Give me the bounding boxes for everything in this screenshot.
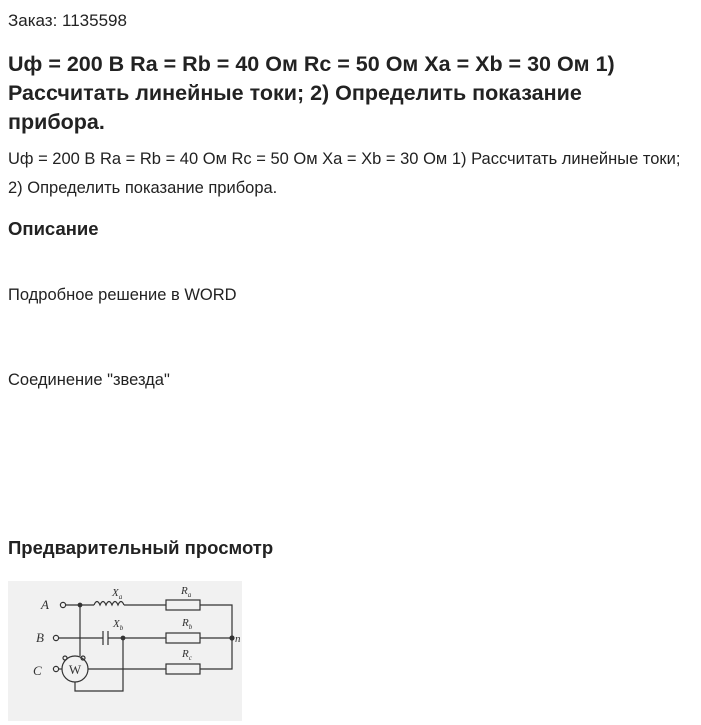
preview-heading: Предварительный просмотр (8, 537, 274, 558)
inductor-xa (94, 602, 124, 606)
xa-label: $X_a$ (112, 587, 123, 601)
wattmeter-terminal (63, 656, 67, 660)
neutral-node (230, 636, 234, 640)
ra-label: $R_a$ (181, 585, 192, 599)
terminal-c-label: C (33, 663, 42, 678)
xb-label: $X_b$ (113, 618, 124, 632)
terminal-a-label: A (41, 597, 49, 612)
junction-b (121, 636, 125, 640)
neutral-label: n (235, 633, 241, 645)
terminal-b-label: B (36, 630, 44, 645)
rc-label: $R_c$ (182, 648, 192, 662)
page-title: Uф = 200 В Ra = Rb = 40 Ом Rc = 50 Ом Xa = Xb = 30 Ом 1) Рассчитать линейные токи; 2) Определить показание прибора. (8, 52, 615, 134)
wattmeter-label: W (68, 662, 82, 677)
resistor-rc (166, 664, 200, 674)
resistor-ra (166, 600, 200, 610)
description-heading: Описание (8, 218, 99, 239)
wattmeter-return-lead (75, 638, 123, 691)
terminal-b-node (53, 635, 58, 640)
preview-image (8, 581, 242, 721)
description-paragraph: Подробное решение в WORD (8, 286, 237, 304)
wire-a-right (200, 605, 232, 669)
terminal-c-node (53, 666, 58, 671)
circuit-diagram (8, 581, 242, 721)
junction-a (78, 603, 82, 607)
capacitor-xb (103, 631, 108, 645)
resistor-rb (166, 633, 200, 643)
description-paragraph: Соединение "звезда" (8, 371, 170, 389)
order-number: Заказ: 1135598 (8, 11, 127, 30)
rb-label: $R_b$ (182, 617, 193, 631)
short-description: Uф = 200 В Ra = Rb = 40 Ом Rc = 50 Ом Xa = Xb = 30 Ом 1) Рассчитать линейные токи; 2) Определить показание прибора. (8, 150, 681, 197)
wattmeter-terminal (81, 656, 85, 660)
terminal-a-node (60, 602, 65, 607)
